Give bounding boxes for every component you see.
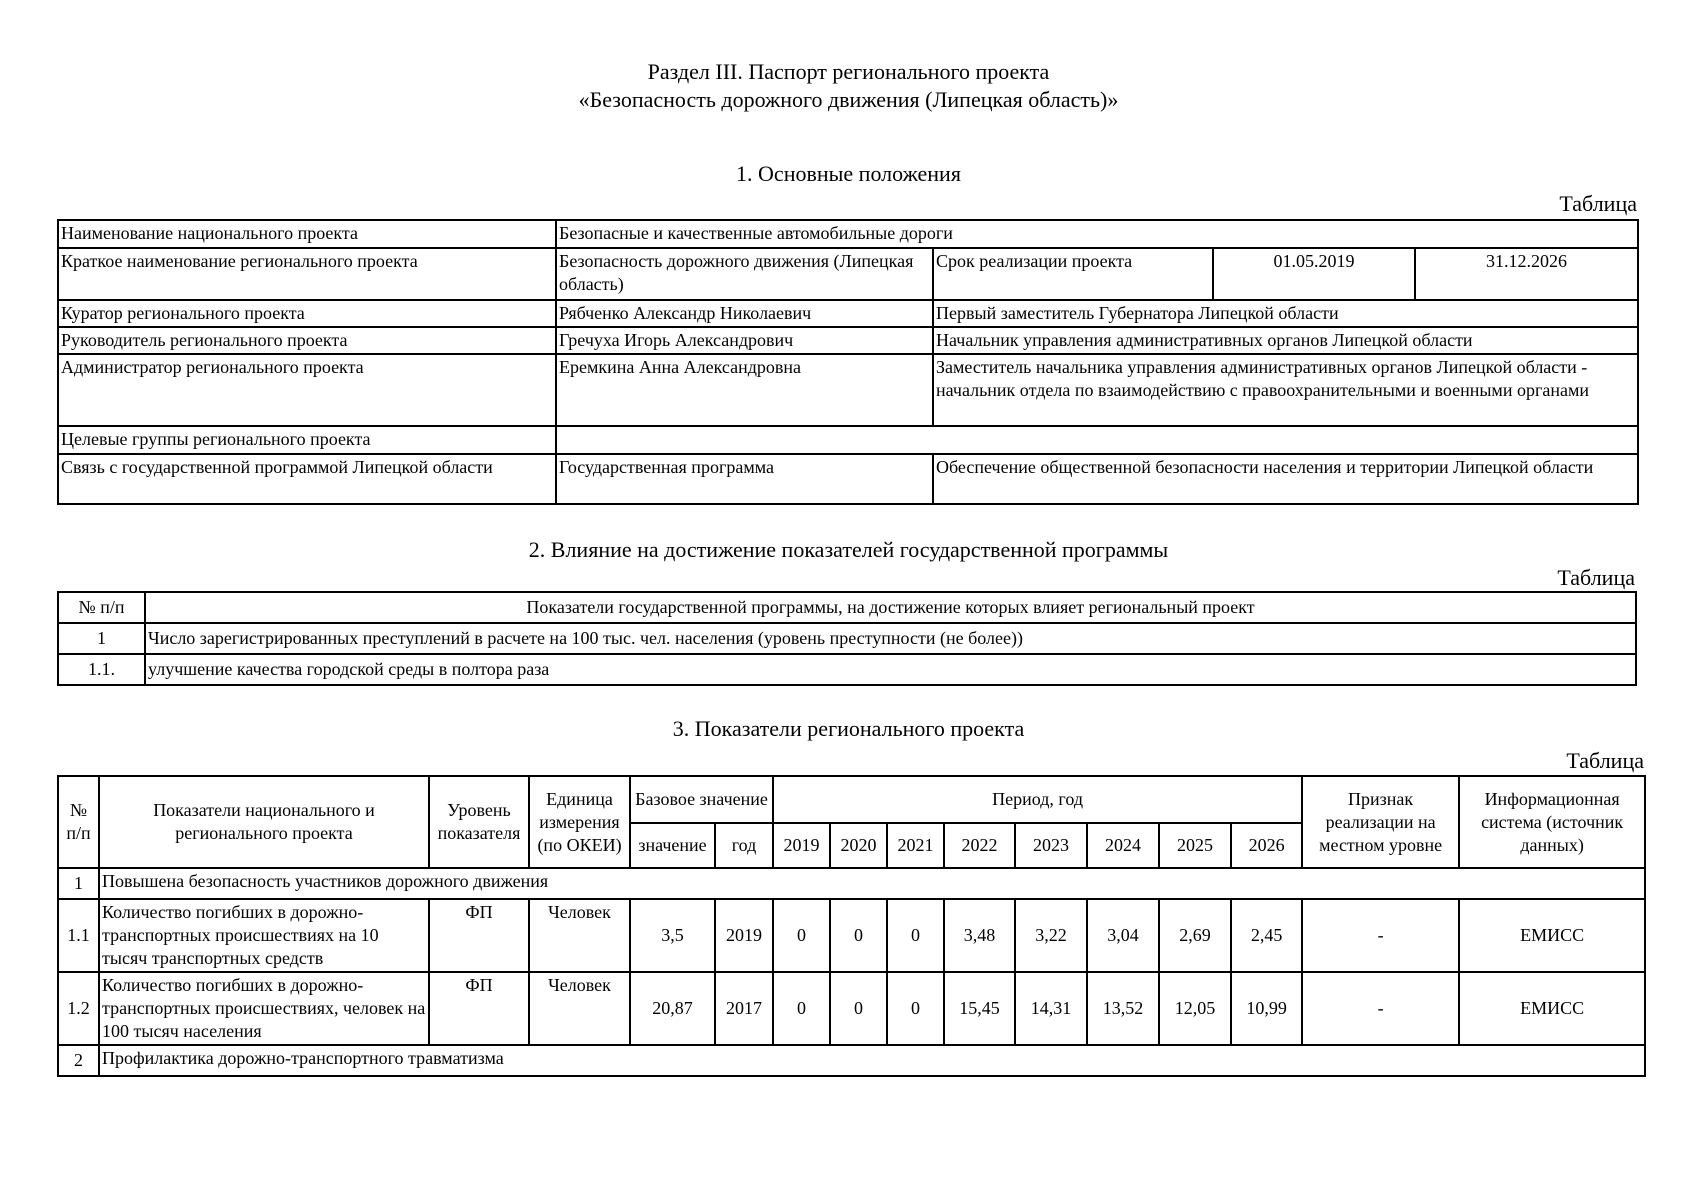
row-indicator: Число зарегистрированных преступлений в расчете на 100 тыс. чел. населения (уровень преступности (не более)) xyxy=(145,623,1636,654)
row-year-value: 0 xyxy=(887,972,944,1045)
curator-name: Рябченко Александр Николаевич xyxy=(556,300,933,327)
row-year-value: 14,31 xyxy=(1015,972,1087,1045)
section1-table-label: Таблица xyxy=(1559,191,1637,216)
col-header-info-system: Информационная система (источник данных) xyxy=(1459,776,1645,868)
row-unit: Человек xyxy=(529,899,630,972)
target-groups-value xyxy=(556,426,1638,454)
table-row xyxy=(58,899,1645,972)
row-local: - xyxy=(1302,972,1459,1045)
row-year-value: 15,45 xyxy=(944,972,1015,1045)
program-link-value: Обеспечение общественной безопасности населения и территории Липецкой области xyxy=(933,454,1638,504)
col-header-year: 2021 xyxy=(887,823,944,868)
term-start-date: 01.05.2019 xyxy=(1213,248,1415,300)
row-source: ЕМИСС xyxy=(1459,972,1645,1045)
col-header-period: Период, год xyxy=(773,776,1302,823)
col-header-year: 2022 xyxy=(944,823,1015,868)
row-year-value: 0 xyxy=(830,972,887,1045)
document-section-title: Раздел III. Паспорт регионального проекта xyxy=(647,59,1050,84)
national-project-value: Безопасные и качественные автомобильные дороги xyxy=(556,220,1638,248)
col-header-unit: Единица измерения (по ОКЕИ) xyxy=(529,776,630,868)
curator-label: Куратор регионального проекта xyxy=(58,300,556,327)
table-row xyxy=(58,248,1638,300)
group-title: Повышена безопасность участников дорожного движения xyxy=(99,868,1645,899)
col-header-year: 2024 xyxy=(1087,823,1159,868)
group-row xyxy=(58,1045,1645,1076)
row-year-value: 3,04 xyxy=(1087,899,1159,972)
table-header-row xyxy=(58,776,1645,823)
table-row xyxy=(58,426,1638,454)
regional-indicators-table xyxy=(57,775,1646,1077)
row-indicator-name: Количество погибших в дорожно-транспортных происшествиях, человек на 100 тысяч населения xyxy=(99,972,429,1045)
head-label: Руководитель регионального проекта xyxy=(58,327,556,354)
row-num: 1 xyxy=(58,623,145,654)
col-header-local: Признак реализации на местном уровне xyxy=(1302,776,1459,868)
section2-title: 2. Влияние на достижение показателей государственной программы xyxy=(528,537,1169,562)
row-num: 1.1 xyxy=(58,899,99,972)
col-header-num: № п/п xyxy=(58,592,145,623)
col-header-base-year: год xyxy=(715,823,773,868)
row-base-value: 3,5 xyxy=(630,899,715,972)
table-row xyxy=(58,354,1638,426)
program-link-label: Связь с государственной программой Липецкой области xyxy=(58,454,556,504)
table-row xyxy=(58,972,1645,1045)
row-year-value: 2,45 xyxy=(1231,899,1302,972)
table-row xyxy=(58,654,1636,685)
table-row xyxy=(58,300,1638,327)
table-header-row xyxy=(58,592,1636,623)
row-year-value: 0 xyxy=(830,899,887,972)
table-row xyxy=(58,623,1636,654)
curator-position: Первый заместитель Губернатора Липецкой области xyxy=(933,300,1638,327)
row-unit: Человек xyxy=(529,972,630,1045)
admin-label: Администратор регионального проекта xyxy=(58,354,556,426)
row-level: ФП xyxy=(429,899,529,972)
col-header-base-value: значение xyxy=(630,823,715,868)
admin-name: Еремкина Анна Александровна xyxy=(556,354,933,426)
row-year-value: 0 xyxy=(773,972,830,1045)
group-num: 1 xyxy=(58,868,99,899)
col-header-year: 2023 xyxy=(1015,823,1087,868)
col-header-level: Уровень показателя xyxy=(429,776,529,868)
head-name: Гречуха Игорь Александрович xyxy=(556,327,933,354)
section3-table-label: Таблица xyxy=(1566,748,1644,773)
col-header-year: 2026 xyxy=(1231,823,1302,868)
short-name-label: Краткое наименование регионального проекта xyxy=(58,248,556,300)
project-title: «Безопасность дорожного движения (Липецкая область)» xyxy=(578,87,1119,112)
short-name-value: Безопасность дорожного движения (Липецкая область) xyxy=(556,248,933,300)
row-year-value: 13,52 xyxy=(1087,972,1159,1045)
row-year-value: 10,99 xyxy=(1231,972,1302,1045)
group-num: 2 xyxy=(58,1045,99,1076)
col-header-indicators: Показатели государственной программы, на достижение которых влияет региональный проект xyxy=(145,592,1636,623)
table-row xyxy=(58,327,1638,354)
target-groups-label: Целевые группы регионального проекта xyxy=(58,426,556,454)
row-base-year: 2017 xyxy=(715,972,773,1045)
section2-table-label: Таблица xyxy=(1557,565,1635,590)
row-year-value: 2,69 xyxy=(1159,899,1231,972)
row-local: - xyxy=(1302,899,1459,972)
col-header-year: 2020 xyxy=(830,823,887,868)
group-title: Профилактика дорожно-транспортного травматизма xyxy=(99,1045,1645,1076)
basic-provisions-table xyxy=(57,219,1639,505)
row-year-value: 0 xyxy=(773,899,830,972)
head-position: Начальник управления административных органов Липецкой области xyxy=(933,327,1638,354)
col-header-year: 2025 xyxy=(1159,823,1231,868)
col-header-base: Базовое значение xyxy=(630,776,773,823)
term-end-date: 31.12.2026 xyxy=(1415,248,1638,300)
row-base-value: 20,87 xyxy=(630,972,715,1045)
section1-title: 1. Основные положения xyxy=(736,161,961,186)
row-year-value: 3,48 xyxy=(944,899,1015,972)
row-num: 1.2 xyxy=(58,972,99,1045)
group-row xyxy=(58,868,1645,899)
row-year-value: 0 xyxy=(887,899,944,972)
section3-title: 3. Показатели регионального проекта xyxy=(672,716,1025,741)
row-indicator-name: Количество погибших в дорожно-транспортных происшествиях на 10 тысяч транспортных средств xyxy=(99,899,429,972)
row-year-value: 3,22 xyxy=(1015,899,1087,972)
row-level: ФП xyxy=(429,972,529,1045)
row-indicator: улучшение качества городской среды в полтора раза xyxy=(145,654,1636,685)
col-header-num: № п/п xyxy=(58,776,99,868)
col-header-indicators: Показатели национального и регионального проекта xyxy=(99,776,429,868)
row-base-year: 2019 xyxy=(715,899,773,972)
national-project-label: Наименование национального проекта xyxy=(58,220,556,248)
program-indicators-table xyxy=(57,591,1637,686)
table-row xyxy=(58,220,1638,248)
row-year-value: 12,05 xyxy=(1159,972,1231,1045)
col-header-year: 2019 xyxy=(773,823,830,868)
row-source: ЕМИСС xyxy=(1459,899,1645,972)
row-num: 1.1. xyxy=(58,654,145,685)
term-label: Срок реализации проекта xyxy=(933,248,1213,300)
program-link-type: Государственная программа xyxy=(556,454,933,504)
admin-position: Заместитель начальника управления административных органов Липецкой области - начальник отдела по взаимодействию с правоохранительными и военными органами xyxy=(933,354,1638,426)
table-row xyxy=(58,454,1638,504)
